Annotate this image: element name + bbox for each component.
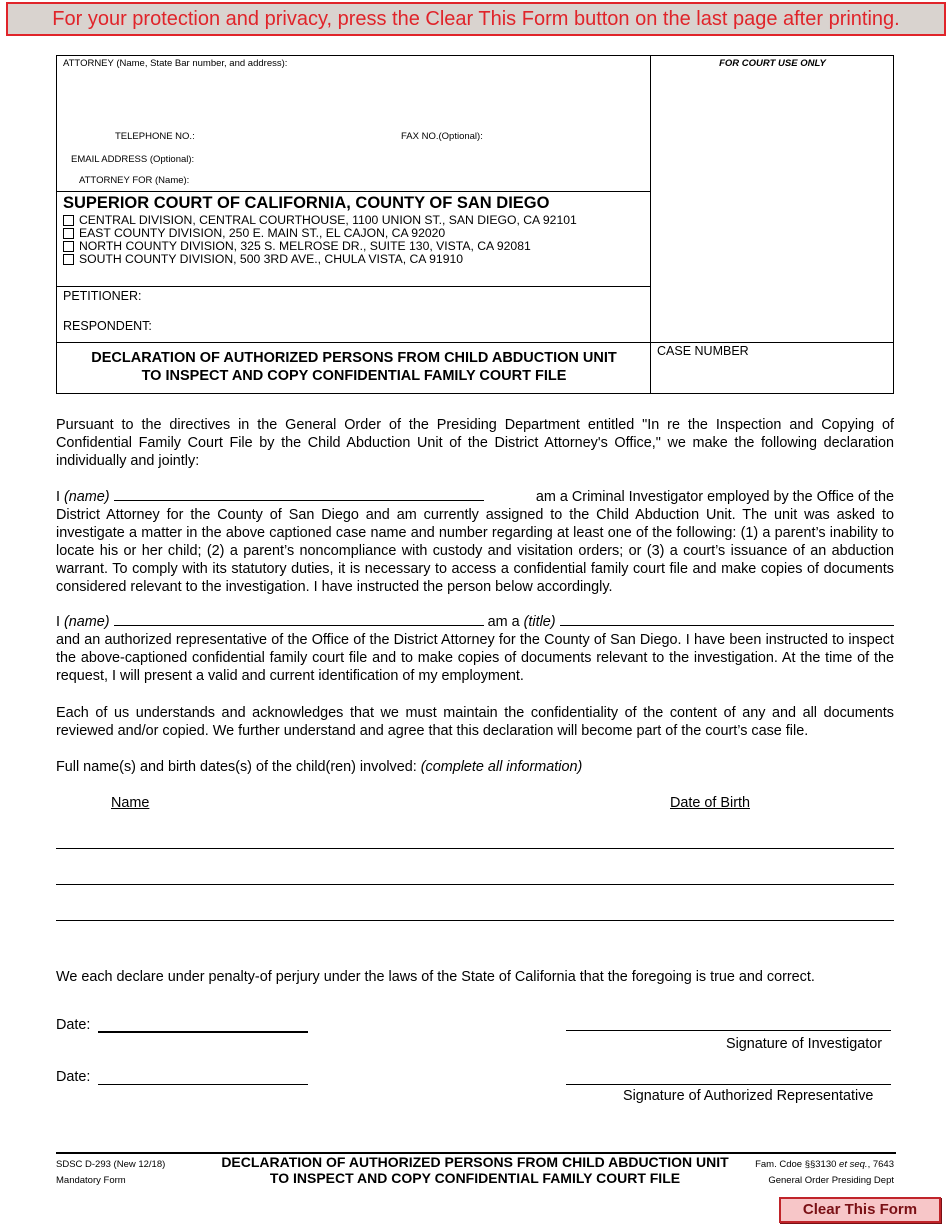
investigator-signature-line[interactable] xyxy=(566,1016,891,1031)
perjury-declaration: We each declare under penalty-of perjury under the laws of the State of California that the foregoing is true and correct. xyxy=(56,969,815,985)
children-instruction-note: (complete all information) xyxy=(420,759,583,775)
p3-title-hint: (title) xyxy=(523,614,556,630)
p2-i: I xyxy=(56,489,60,505)
investigator-name-field[interactable] xyxy=(114,489,484,501)
clear-form-button[interactable]: Clear This Form xyxy=(779,1197,941,1223)
checkbox-north[interactable] xyxy=(63,241,74,252)
court-use-column xyxy=(651,56,894,393)
representative-signature-label: Signature of Authorized Representative xyxy=(623,1088,874,1104)
date-field-2[interactable] xyxy=(98,1070,308,1085)
division-label: EAST COUNTY DIVISION, 250 E. MAIN ST., EL CAJON, CA 92020 xyxy=(79,226,446,240)
court-title: SUPERIOR COURT OF CALIFORNIA, COUNTY OF SAN DIEGO xyxy=(63,194,550,212)
parties-block xyxy=(57,287,651,343)
representative-name-field[interactable] xyxy=(114,614,484,626)
document-title xyxy=(57,349,651,385)
p3-am-a: am a xyxy=(487,614,520,630)
attorney-for-label: ATTORNEY FOR (Name): xyxy=(79,175,190,186)
p3-name-hint: (name) xyxy=(64,614,110,630)
division-label: CENTRAL DIVISION, CENTRAL COURTHOUSE, 1100 UNION ST., SAN DIEGO, CA 92101 xyxy=(79,213,577,227)
form-id: SDSC D-293 (New 12/18) xyxy=(56,1159,166,1170)
caption-box xyxy=(56,55,894,394)
case-number-divider xyxy=(651,342,894,343)
general-order-label: General Order Presiding Dept xyxy=(768,1175,894,1186)
petitioner-label: PETITIONER: xyxy=(63,289,142,303)
date-field-1[interactable] xyxy=(98,1018,308,1033)
case-number-label: CASE NUMBER xyxy=(657,344,749,358)
document-title-line2: TO INSPECT AND COPY CONFIDENTIAL FAMILY COURT FILE xyxy=(141,368,567,384)
checkbox-central[interactable] xyxy=(63,215,74,226)
p3-rest: and an authorized representative of the Office of the District Attorney for the County of San Diego. I have been instructed to inspect the above-captioned confidential family court file and to make copies of documents relevant to the investigation. At the time of the request, I will present a valid and current identification of my employment. xyxy=(56,631,894,684)
representative-paragraph xyxy=(56,614,894,686)
children-instruction xyxy=(56,759,894,777)
email-label: EMAIL ADDRESS (Optional): xyxy=(71,154,195,165)
date-label-1: Date: xyxy=(56,1017,91,1033)
column-name-header: Name xyxy=(111,795,150,811)
attorney-label: ATTORNEY (Name, State Bar number, and address): xyxy=(63,58,288,69)
telephone-label: TELEPHONE NO.: xyxy=(115,131,195,142)
privacy-banner: For your protection and privacy, press the Clear This Form button on the last page after printing. xyxy=(6,2,946,36)
p2-rest1: am a Criminal Investigator employed by the Office of the xyxy=(535,489,894,505)
division-central[interactable] xyxy=(63,213,577,227)
code-citation: Fam. Cdoe §§3130 et seq., 7643 xyxy=(755,1159,894,1170)
p3-i: I xyxy=(56,614,60,630)
footer-title-line1: DECLARATION OF AUTHORIZED PERSONS FROM CHILD ABDUCTION UNIT xyxy=(221,1154,729,1170)
caption-title-block xyxy=(57,343,651,395)
child-row-3[interactable] xyxy=(56,920,894,921)
representative-signature-line[interactable] xyxy=(566,1070,891,1085)
footer-title xyxy=(180,1155,770,1186)
p2-name-hint: (name) xyxy=(64,489,110,505)
respondent-label: RESPONDENT: xyxy=(63,319,152,333)
p2-rest2: District Attorney for the County of San Diego and am currently assigned to the Child Abduction Unit. The unit was asked to investigate a matter in the above captioned case name and number regarding at least one of the following: (1) a parent’s inability to locate his or her child; (2) a parent’s noncompliance with custody and visitation orders; or (3) a court’s issuance of an abduction warrant. To comply with its statutory duties, it is necessary to access a confidential family court file and make copies of documents considered relevant to the investigation. I have instructed the person below accordingly. xyxy=(56,506,894,595)
court-use-label: FOR COURT USE ONLY xyxy=(719,58,826,69)
children-instruction-main: Full name(s) and birth dates(s) of the child(ren) involved: xyxy=(56,759,417,775)
mandatory-form-label: Mandatory Form xyxy=(56,1175,126,1186)
division-south[interactable] xyxy=(63,252,463,266)
child-row-2[interactable] xyxy=(56,884,894,885)
checkbox-south[interactable] xyxy=(63,254,74,265)
court-block xyxy=(57,192,651,287)
division-east[interactable] xyxy=(63,226,445,240)
investigator-paragraph xyxy=(56,489,894,596)
confidentiality-paragraph: Each of us understands and acknowledges that we must maintain the confidentiality of the content of any and all documents reviewed and/or copied. We further understand and agree that this declaration will become part of the court’s case file. xyxy=(56,705,894,739)
representative-title-field[interactable] xyxy=(560,614,894,626)
document-title-line1: DECLARATION OF AUTHORIZED PERSONS FROM CHILD ABDUCTION UNIT xyxy=(91,350,617,366)
child-row-1[interactable] xyxy=(56,848,894,849)
fax-label: FAX NO.(Optional): xyxy=(401,131,483,142)
investigator-signature-label: Signature of Investigator xyxy=(726,1036,882,1052)
footer-title-line2: TO INSPECT AND COPY CONFIDENTIAL FAMILY COURT FILE xyxy=(269,1169,681,1186)
caption-left xyxy=(57,56,651,393)
checkbox-east[interactable] xyxy=(63,228,74,239)
division-label: SOUTH COUNTY DIVISION, 500 3RD AVE., CHULA VISTA, CA 91910 xyxy=(79,252,464,266)
division-label: NORTH COUNTY DIVISION, 325 S. MELROSE DR., SUITE 130, VISTA, CA 92081 xyxy=(79,239,531,253)
attorney-block xyxy=(57,56,651,192)
division-north[interactable] xyxy=(63,239,531,253)
column-dob-header: Date of Birth xyxy=(670,795,750,811)
date-label-2: Date: xyxy=(56,1069,91,1085)
intro-paragraph: Pursuant to the directives in the General Order of the Presiding Department entitled "In re the Inspection and Copying of Confidential Family Court File by the Child Abduction Unit of the District Attorney's Office," we make the following declaration individually and jointly: xyxy=(56,417,894,469)
